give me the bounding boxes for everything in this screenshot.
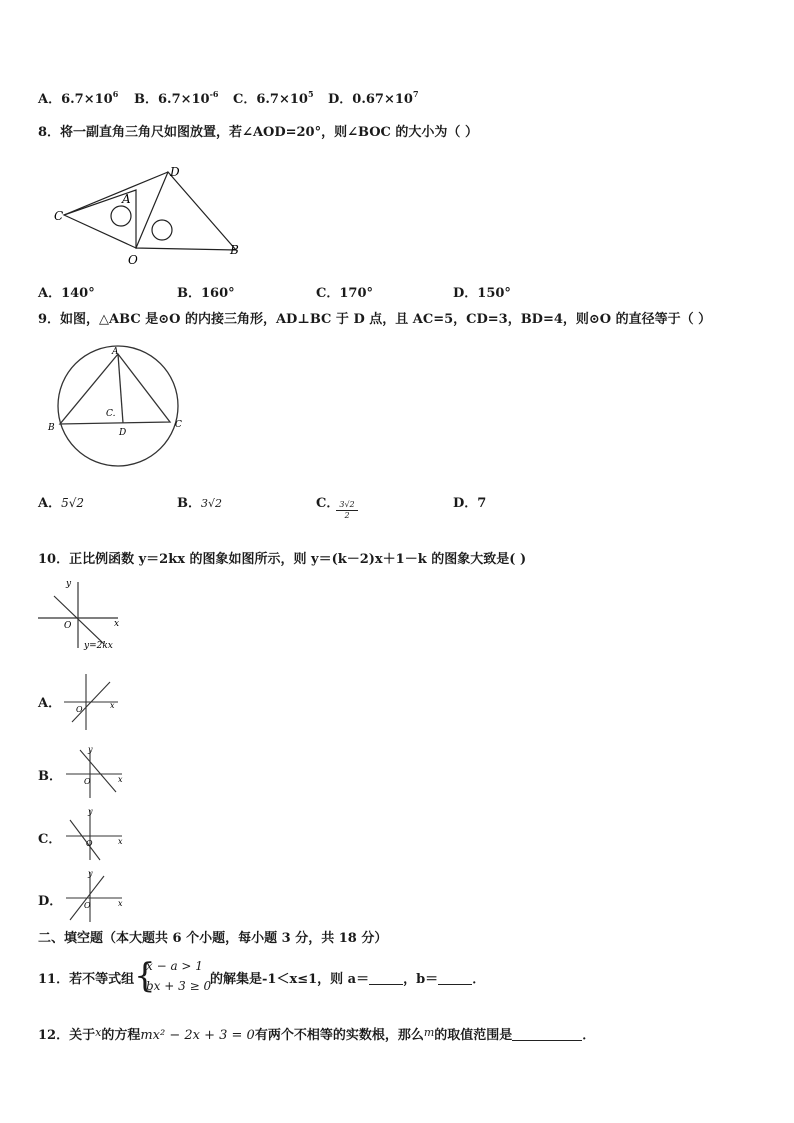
- q10-stem: 10．正比例函数 y＝2kx 的图象如图所示，则 y＝(k－2)x＋1－k 的图象大致是( ): [38, 552, 527, 567]
- q10-option-b-label: B．: [38, 769, 62, 784]
- q11-line2: bx + 3 ≥ 0: [146, 979, 212, 993]
- q10-c-label-y: y: [88, 807, 93, 816]
- q10-c-label-o: O: [86, 839, 93, 848]
- q12-line: 12．关于$^x$的方程mx² − 2x + 3 = 0有两个不相等的实数根，那么$^m$的取值范围是 ．: [38, 1026, 596, 1043]
- q10-b-label-x: x: [118, 775, 123, 784]
- q8-option-a: A．140°: [38, 286, 95, 301]
- q9-option-b: B．3√2: [177, 496, 223, 511]
- q9-altitude: [118, 354, 123, 423]
- q9-option-a: A．5√2: [38, 496, 85, 511]
- q10-label-line: y=2kx: [84, 641, 113, 651]
- q11-brace-icon: {: [134, 956, 156, 996]
- q10-a-label-o: O: [76, 705, 83, 714]
- q10-d-label-y: y: [88, 869, 93, 878]
- q10-option-b-graph: [64, 744, 128, 800]
- q8-option-c: C．170°: [316, 286, 373, 301]
- q7-option-b: B．$6.7\times 10^{-6}$: [134, 89, 219, 107]
- q7-option-a: A．$6.7\times 10^6$: [38, 89, 119, 107]
- q10-line-y2kx: [54, 596, 104, 644]
- q10-option-c-graph: [64, 806, 128, 862]
- q10-b-label-y: y: [88, 745, 93, 754]
- q9-label-b: B: [48, 423, 55, 433]
- q11-line1: x − a > 1: [146, 959, 203, 973]
- q8-option-b: B．160°: [177, 286, 235, 301]
- q9-label-c: C: [175, 420, 182, 430]
- q10-label-o: O: [64, 621, 72, 631]
- q10-given-graph: [36, 574, 126, 654]
- q7-option-d: D．$0.67\times 10^7$: [328, 89, 419, 107]
- q11-blank-b[interactable]: [438, 972, 472, 985]
- q8-label-b: B: [230, 243, 239, 257]
- q7-option-c: C．$6.7\times 10^5$: [233, 89, 314, 107]
- q9-label-a: A: [112, 347, 119, 357]
- q8-hole-left: [111, 206, 131, 226]
- q10-option-d-graph: [64, 868, 128, 924]
- q12-equation: mx² − 2x + 3 = 0: [140, 1028, 255, 1043]
- q11-blank-a[interactable]: [369, 972, 403, 985]
- q10-d-label-o: O: [84, 901, 91, 910]
- q10-label-y: y: [66, 579, 72, 589]
- q10-option-d-label: D．: [38, 894, 63, 909]
- q9-label-center: C.: [106, 409, 116, 419]
- q10-option-a-graph: [62, 670, 122, 734]
- q8-set-square-right: [136, 172, 236, 250]
- q12-var-x: x: [95, 1026, 102, 1039]
- q10-a-label-x: x: [110, 701, 115, 710]
- q9-stem: 9．如图，△ABC 是⊙O 的内接三角形，AD⊥BC 于 D 点，且 AC=5，CD=3，BD=4，则⊙O 的直径等于（ ）: [38, 312, 712, 327]
- q11-prefix: 11．若不等式组: [38, 972, 135, 987]
- q8-label-d: D: [170, 165, 180, 179]
- q10-d-label-x: x: [118, 899, 123, 908]
- q8-figure: [50, 160, 260, 270]
- q8-stem: 8．将一副直角三角尺如图放置，若∠AOD=20°，则∠BOC 的大小为（ ）: [38, 125, 478, 140]
- q8-option-d: D．150°: [453, 286, 511, 301]
- q8-hole-right: [152, 220, 172, 240]
- q11-system: [146, 958, 211, 994]
- section2-heading: 二、填空题（本大题共 6 个小题，每小题 3 分，共 18 分）: [38, 931, 388, 946]
- q9-label-d: D: [119, 428, 127, 438]
- q10-option-c-label: C．: [38, 832, 62, 847]
- q8-label-a: A: [122, 192, 131, 206]
- q12-blank[interactable]: [512, 1028, 582, 1041]
- q8-label-c: C: [54, 209, 64, 223]
- q9-option-c: C．: [316, 496, 340, 511]
- q10-option-a-label: A．: [38, 696, 62, 711]
- q9-option-c-fraction: 3√2 2: [336, 500, 358, 521]
- q9-figure: [44, 342, 192, 472]
- q10-b-label-o: O: [84, 777, 91, 786]
- q9-option-d: D．7: [453, 496, 487, 511]
- q12-var-m: m: [423, 1026, 435, 1039]
- q10-label-x: x: [114, 619, 120, 629]
- q8-label-o: O: [128, 253, 138, 267]
- q9-circle: [58, 346, 178, 466]
- q11-rest: 的解集是-1＜x≤1，则 a＝ ，b＝ ．: [210, 972, 486, 987]
- q10-c-label-x: x: [118, 837, 123, 846]
